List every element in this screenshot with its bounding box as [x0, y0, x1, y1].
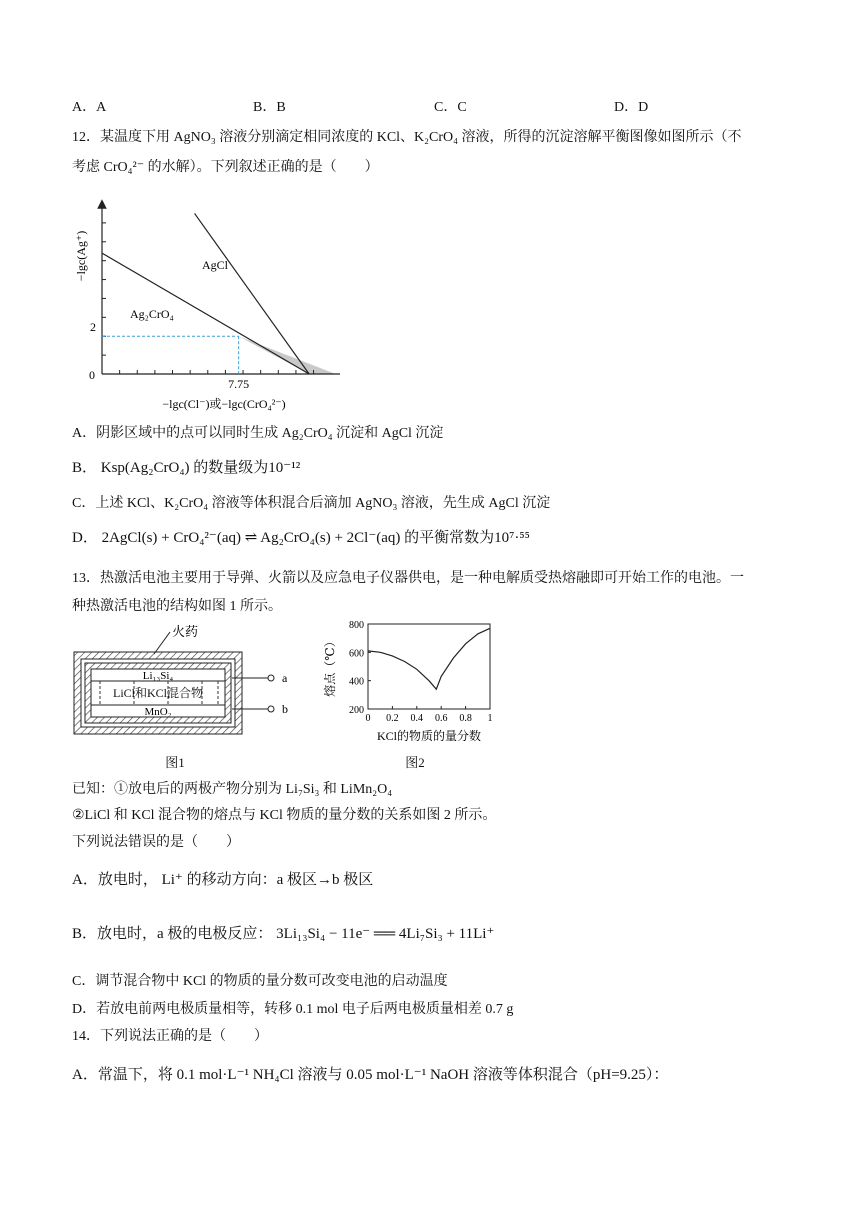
q12-x-tick-775: 7.75 [228, 377, 250, 391]
q13-option-b: B．放电时，a 极的电极反应： 3Li₁₃Si₄ − 11e⁻ ══ 4Li₇Si₃ + 11Li⁺ [72, 926, 495, 942]
q12-option-a: A．阴影区域中的点可以同时生成 Ag₂CrO₄ 沉淀和 AgCl 沉淀 [72, 426, 444, 441]
f2-x-tick-label: 0.2 [386, 713, 399, 724]
prev-option-a: A．A [72, 100, 107, 115]
gunpowder-label: 火药 [172, 624, 199, 639]
anode-label: Li₁₃Si₄ [142, 670, 174, 682]
q12-option-d: D． 2AgCl(s) + CrO₄²⁻(aq) ⇌ Ag₂CrO₄(s) + 2Cl⁻(aq) 的平衡常数为10⁷·⁵⁵ [72, 530, 530, 546]
figure2-caption: 图2 [405, 755, 425, 770]
q13-option-a: A．放电时， Li⁺ 的移动方向：a 极区→b 极区 [72, 872, 374, 888]
q13-option-c: C．调节混合物中 KCl 的物质的量分数可改变电池的启动温度 [72, 974, 448, 989]
q13-figure1-battery [72, 622, 302, 740]
q13-stem-line1: 13．热激活电池主要用于导弹、火箭以及应急电子仪器供电，是一种电解质受热熔融即可开始工作的电池。一 [72, 571, 744, 586]
f2-y-tick-label: 200 [349, 705, 364, 716]
q12-option-c: C．上述 KCl、K₂CrO₄ 溶液等体积混合后滴加 AgNO₃ 溶液，先生成 AgCl 沉淀 [72, 496, 551, 511]
cathode-label: MnO₂ [144, 706, 172, 718]
q12-series-label-agcl: AgCl [202, 258, 229, 272]
f2-y-tick-label: 400 [349, 676, 364, 688]
f2-x-label: KCl的物质的量分数 [376, 729, 482, 743]
q13-figure2-chart [320, 618, 510, 748]
f2-y-tick-label: 800 [349, 620, 364, 631]
q12-line-agcl [195, 213, 310, 374]
terminal-b-circle [268, 706, 274, 712]
q13-stem-line2: 种热激活电池的结构如图 1 所示。 [72, 599, 282, 614]
terminal-a-circle [268, 675, 274, 681]
prev-option-c: C．C [434, 100, 467, 115]
q13-known-2: ②LiCl 和 KCl 混合物的熔点与 KCl 物质的量分数的关系如图 2 所示。 [72, 808, 497, 823]
q12-option-b: B． Ksp(Ag₂CrO₄) 的数量级为10⁻¹² [72, 460, 301, 476]
q12-series-label-ag2cro4: Ag₂CrO₄ [130, 307, 174, 321]
figure1-caption: 图1 [165, 755, 185, 770]
terminal-a-label: a [282, 671, 288, 685]
prev-option-b: B．B [253, 100, 286, 115]
f2-x-tick-label: 0.6 [434, 713, 448, 724]
f2-x-tick-label: 1 [487, 713, 493, 724]
f2-y-tick-label: 600 [349, 648, 364, 660]
q13-ask: 下列说法错误的是（ ） [72, 835, 240, 850]
q12-x-label: −lgc(Cl⁻)或−lgc(CrO₄²⁻) [162, 397, 286, 411]
f2-x-tick-label: 0 [365, 713, 371, 724]
electrolyte-label: LiCl和KCl混合物 [112, 686, 204, 700]
prev-option-d: D．D [614, 100, 649, 115]
q12-y-tick-2: 2 [90, 320, 96, 334]
q12-y-label: −lgc(Ag⁺) [74, 230, 88, 282]
f2-x-tick-label: 0.8 [459, 713, 472, 724]
q13-known-1: 已知：①放电后的两极产物分别为 Li₇Si₃ 和 LiMn₂O₄ [72, 782, 393, 797]
q14-option-a: A．常温下，将 0.1 mol·L⁻¹ NH₄Cl 溶液与 0.05 mol·L⁻¹ NaOH 溶液等体积混合（pH=9.25）： [72, 1067, 669, 1083]
q12-y-tick-0: 0 [89, 368, 95, 382]
q12-chart [72, 196, 352, 416]
q14-stem: 14．下列说法正确的是（ ） [72, 1029, 268, 1044]
f2-x-tick-label: 0.4 [410, 713, 424, 724]
f2-y-label: 熔点（℃） [323, 635, 337, 697]
f2-plot-frame [368, 624, 490, 709]
q12-stem-line1: 12．某温度下用 AgNO₃ 溶液分别滴定相同浓度的 KCl、K₂CrO₄ 溶液，所得的沉淀溶解平衡图像如图所示（不 [72, 130, 742, 145]
f2-melting-curve [368, 628, 490, 689]
gunpowder-pointer [154, 632, 170, 654]
terminal-b-label: b [282, 702, 288, 716]
q13-option-d: D．若放电前两电极质量相等，转移 0.1 mol 电子后两电极质量相差 0.7 g [72, 1002, 514, 1017]
q12-stem-line2: 考虑 CrO₄²⁻ 的水解）。下列叙述正确的是（ ） [72, 160, 379, 175]
